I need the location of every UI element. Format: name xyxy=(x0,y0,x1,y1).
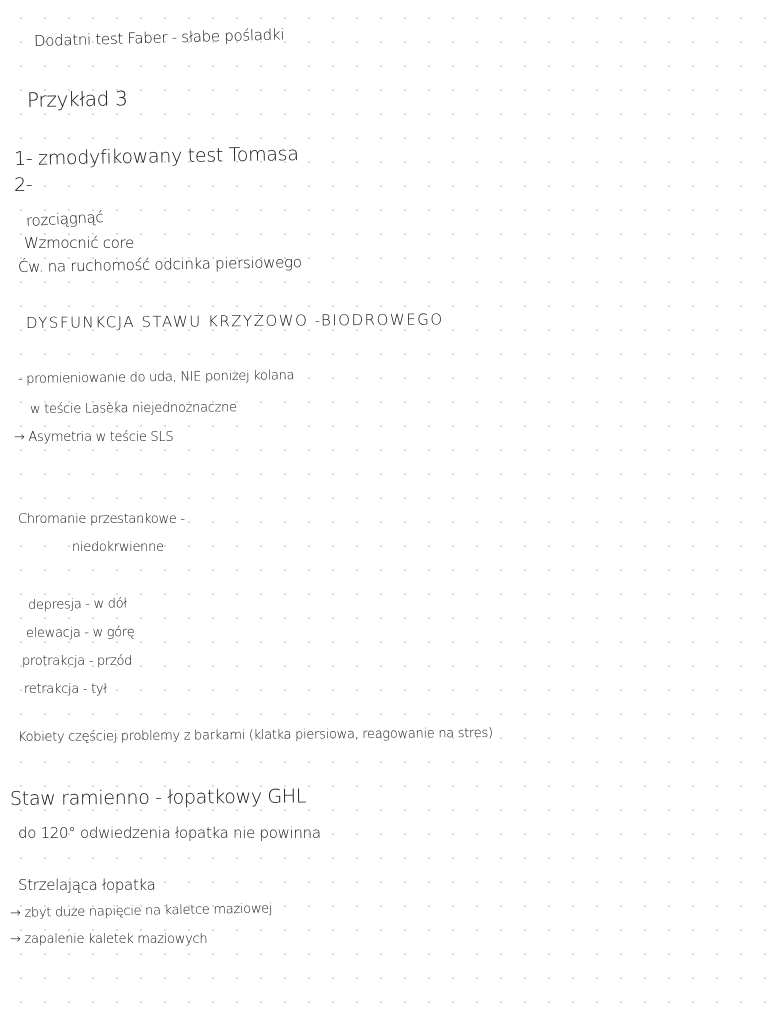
note-line-bursitis: → zapalenie kaletek maziowych xyxy=(10,932,208,947)
note-line-asymmetry: → Asymetria w teście SLS xyxy=(14,430,174,445)
note-line-bursa-tension: → zbyt duże napięcie na kaletce maziowej xyxy=(9,901,273,921)
note-line-women-shoulders: Kobiety częściej problemy z barkami (klatka piersiowa, reagowanie na stres) xyxy=(17,725,493,745)
note-line-radiation: - promieniowanie do uda, NIE poniżej kolana xyxy=(17,368,295,387)
note-line-faber-test: Dodatni test Faber - słabe pośladki xyxy=(33,25,285,50)
note-line-item-2: 2- xyxy=(14,174,33,196)
note-line-core: Wzmocnić core xyxy=(24,234,135,252)
note-line-depression: depresja - w dół xyxy=(27,596,127,613)
note-line-ischemic: niedokrwienne xyxy=(72,540,164,555)
note-line-stretch: rozciągnąć xyxy=(25,207,104,230)
note-line-claudication: Chromanie przestankowe - xyxy=(18,512,185,527)
note-line-lasegue: w teście Lasèka niejednoznaczne xyxy=(29,400,237,417)
note-line-retraction: retrakcja - tył xyxy=(24,682,107,697)
note-line-120-abduction: do 120° odwiedzenia łopatka nie powinna xyxy=(18,824,321,842)
note-heading-ghl: Staw ramienno - łopatkowy GHL xyxy=(9,785,307,810)
note-line-elevation: elewacja - w górę xyxy=(25,625,135,641)
note-line-thoracic-mobility: Ćw. na ruchomość odcinka piersiowego xyxy=(17,253,302,276)
note-heading-snapping-scapula: Strzelająca łopatka xyxy=(18,876,156,894)
note-heading-si-joint-dysfunction: DYSFUNKCJA STAWU KRZYŻOWO -BIODROWEGO xyxy=(25,310,444,332)
note-heading-example-3: Przykład 3 xyxy=(26,86,128,112)
note-line-protraction: protrakcja - przód xyxy=(22,654,133,669)
note-line-thomas-test: 1- zmodyfikowany test Tomasa xyxy=(13,143,299,170)
